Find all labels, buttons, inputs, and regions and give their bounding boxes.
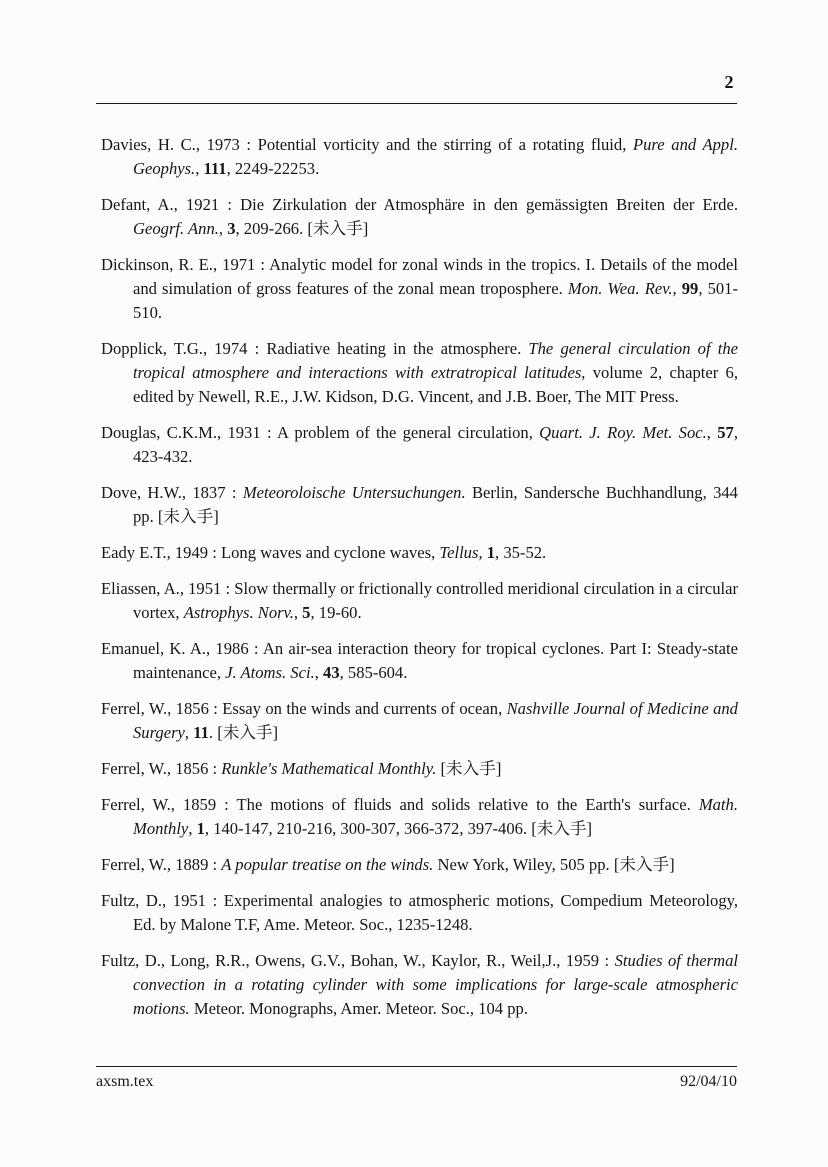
reference-text: Fultz, D., 1951 : Experimental analogies to atmospheric motions, Compedium Meteorology, Ed. by Malone T.F, Ame. Meteor. Soc., 1235-1248. <box>101 891 738 934</box>
reference-text: , 2249-22253. <box>226 159 320 178</box>
reference-text: , 19-60. <box>310 603 362 622</box>
reference-fultz-1951 <box>101 889 738 937</box>
reference-text: Davies, H. C., 1973 : Potential vorticity and the stirring of a rotating fluid, <box>101 135 633 154</box>
footer-rule <box>96 1066 737 1067</box>
reference-text: Dopplick, T.G., 1974 : Radiative heating in the atmosphere. <box>101 339 529 358</box>
reference-volume-bold: 11 <box>193 723 209 742</box>
reference-volume-bold: 1 <box>196 819 205 838</box>
reference-title-italic: The general circulation of the tropical atmosphere and interactions with extratropical latitudes <box>133 339 738 382</box>
reference-text: Douglas, C.K.M., 1931 : A problem of the general circulation, <box>101 423 540 442</box>
reference-title-italic: Meteoroloische Untersuchungen. <box>242 483 466 502</box>
reference-text: Dove, H.W., 1837 : <box>101 483 243 502</box>
reference-volume-bold: 111 <box>203 159 227 178</box>
reference-title-italic: Quart. J. Roy. Met. Soc. <box>539 423 707 442</box>
reference-title-italic: Astrophys. Norv. <box>183 603 294 622</box>
reference-volume-bold: 99 <box>681 279 699 298</box>
header-rule <box>96 103 737 104</box>
footer-date: 92/04/10 <box>680 1073 737 1090</box>
reference-text: Meteor. Monographs, Amer. Meteor. Soc., 104 pp. <box>189 999 528 1018</box>
reference-title-italic: Runkle's Mathematical Monthly. <box>221 759 437 778</box>
reference-defant-1921 <box>101 193 738 241</box>
reference-text: , <box>293 603 303 622</box>
reference-text: , <box>218 219 228 238</box>
reference-title-italic: Nashville Journal of Medicine and Surgery <box>133 699 738 742</box>
reference-text: , <box>478 543 487 562</box>
page-number: 2 <box>724 72 734 92</box>
page-footer <box>96 1073 737 1091</box>
reference-volume-bold: 5 <box>302 603 311 622</box>
reference-text: Fultz, D., Long, R.R., Owens, G.V., Bohan, W., Kaylor, R., Weil,J., 1959 : <box>101 951 615 970</box>
reference-text: Eliassen, A., 1951 : Slow thermally or frictionally controlled meridional circulation in a circular vortex, <box>101 579 738 622</box>
reference-text: Ferrel, W., 1859 : The motions of fluids and solids relative to the Earth's surface. <box>101 795 699 814</box>
reference-title-italic: Mon. Wea. Rev. <box>567 279 673 298</box>
reference-text: Berlin, Sandersche Buchhandlung, 344 pp. [未入手] <box>133 483 738 526</box>
reference-text: , 501-510. <box>133 279 738 322</box>
reference-text: Defant, A., 1921 : Die Zirkulation der Atmosphäre in den gemässigten Breiten der Erde. <box>101 195 738 214</box>
reference-text: , <box>195 159 204 178</box>
reference-text: , 35-52. <box>495 543 547 562</box>
reference-text: Emanuel, K. A., 1986 : An air-sea interaction theory for tropical cyclones. Part I: Steady-state maintenance, <box>101 639 738 682</box>
reference-ferrel-1856-runkle <box>101 757 738 781</box>
reference-text: , volume 2, chapter 6, edited by Newell, R.E., J.W. Kidson, D.G. Vincent, and J.B. Boer, The MIT Press. <box>133 363 738 406</box>
footer-filename: axsm.tex <box>96 1073 154 1090</box>
reference-text: , <box>672 279 682 298</box>
reference-text: , <box>188 819 197 838</box>
reference-title-italic: J. Atoms. Sci. <box>225 663 315 682</box>
reference-ferrel-1856-nashville <box>101 697 738 745</box>
reference-text: Dickinson, R. E., 1971 : Analytic model for zonal winds in the tropics. I. Details of the model and simulation of gross features of the zonal mean troposphere. <box>101 255 738 298</box>
reference-volume-bold: 3 <box>227 219 236 238</box>
reference-eliassen-1951 <box>101 577 738 625</box>
reference-text: , 140-147, 210-216, 300-307, 366-372, 397-406. [未入手] <box>204 819 593 838</box>
reference-dickinson-1971 <box>101 253 738 325</box>
reference-text: [未入手] <box>436 759 502 778</box>
reference-title-italic: Studies of thermal convection in a rotating cylinder with some implications for large-scale atmospheric motions. <box>133 951 738 1018</box>
reference-eady-1949 <box>101 541 738 565</box>
reference-douglas-1931 <box>101 421 738 469</box>
reference-text: New York, Wiley, 505 pp. [未入手] <box>433 855 675 874</box>
reference-title-italic: Geogrf. Ann. <box>133 219 219 238</box>
references-list <box>101 133 738 1021</box>
reference-davies-1973 <box>101 133 738 181</box>
reference-text: Ferrel, W., 1889 : <box>101 855 222 874</box>
reference-volume-bold: 43 <box>323 663 340 682</box>
reference-fultz-1959 <box>101 949 738 1021</box>
reference-dove-1837 <box>101 481 738 529</box>
reference-text: , <box>314 663 324 682</box>
reference-title-italic: Tellus <box>439 543 479 562</box>
reference-text: , 585-604. <box>339 663 408 682</box>
reference-title-italic: A popular treatise on the winds. <box>221 855 434 874</box>
reference-title-italic: Math. Monthly <box>133 795 738 838</box>
reference-text: , 209-266. [未入手] <box>235 219 369 238</box>
reference-dopplick-1974 <box>101 337 738 409</box>
reference-volume-bold: 57 <box>717 423 734 442</box>
reference-text: Ferrel, W., 1856 : <box>101 759 222 778</box>
reference-emanuel-1986 <box>101 637 738 685</box>
reference-volume-bold: 1 <box>486 543 496 562</box>
reference-text: , <box>706 423 718 442</box>
reference-ferrel-1859 <box>101 793 738 841</box>
reference-text: Ferrel, W., 1856 : Essay on the winds and currents of ocean, <box>101 699 507 718</box>
reference-title-italic: Pure and Appl. Geophys. <box>133 135 738 178</box>
reference-ferrel-1889 <box>101 853 738 877</box>
reference-text: Eady E.T., 1949 : Long waves and cyclone waves, <box>101 543 440 562</box>
reference-text: . [未入手] <box>208 723 279 742</box>
reference-text: , 423-432. <box>133 423 738 466</box>
reference-text: , <box>184 723 194 742</box>
